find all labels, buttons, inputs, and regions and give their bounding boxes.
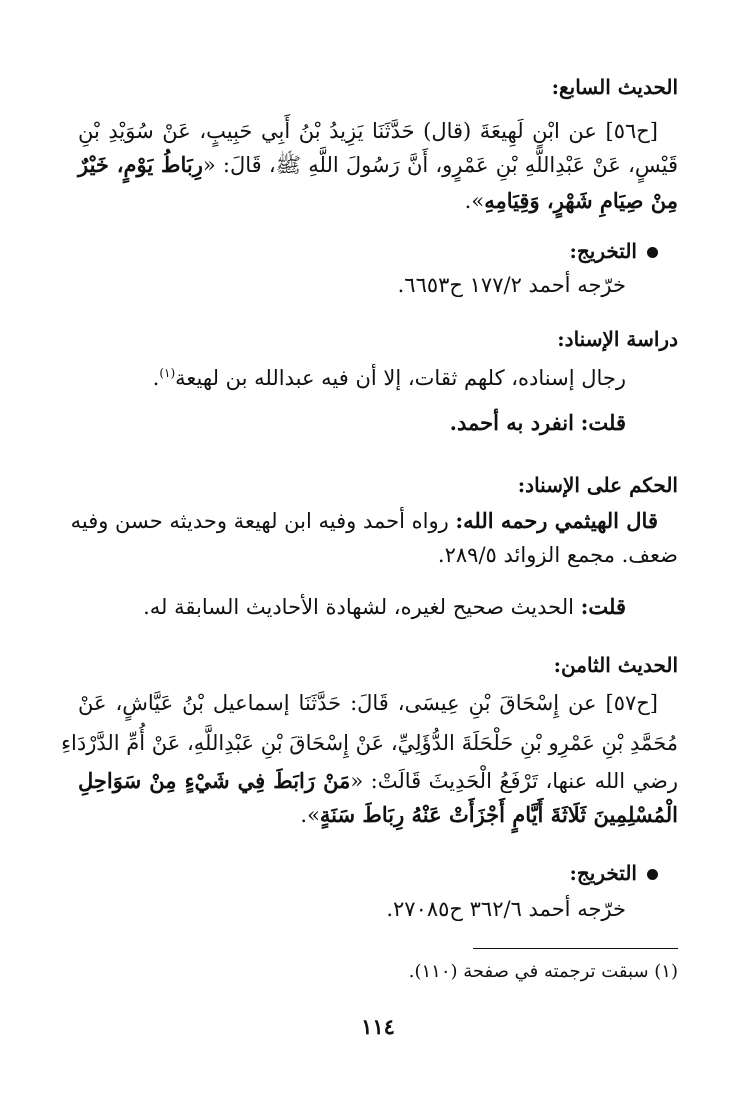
hadith-8-chain-text: رضي الله عنها، تَرْفَعُ الْحَدِيثَ قَالَتْ: « — [350, 769, 678, 793]
hadith-8-takhrij-heading — [570, 858, 659, 888]
haythami-label: قال الهيثمي رحمه الله: — [455, 508, 658, 533]
hadith-8-chain-line-1: [ح٥٧] عن إِسْحَاقَ بْنِ عِيسَى، قَالَ: حَدَّثَنَا إسماعيل بْنُ عَيَّاشٍ، عَنْ — [78, 691, 658, 715]
hadith-7-isnad-body: رجال إسناده، كلهم ثقات، إلا أن فيه عبدالله بن لهيعة — [175, 366, 626, 390]
hadith-7-takhrij-heading — [570, 236, 659, 266]
hadith-7-heading: الحديث السابع: — [551, 75, 678, 99]
document-page — [61, 0, 678, 1096]
footnote-number: (١) — [654, 961, 678, 982]
hadith-7-qultu — [450, 408, 626, 438]
hukm-qultu-label: قلت: — [580, 594, 626, 619]
hadith-7-chain-line-1: [ح٥٦] عن ابْنِ لَهِيعَةَ (قال) حَدَّثَنَا يَزِيدُ بْنُ أَبِي حَبِيبٍ، عَنْ سُوَيْدِ بْنِ — [78, 119, 658, 143]
footnote-text: سبقت ترجمته في صفحة (١١٠). — [408, 961, 649, 982]
hukm-qultu-text: الحديث صحيح لغيره، لشهادة الأحاديث السابقة له. — [143, 595, 574, 619]
hadith-8-heading: الحديث الثامن: — [553, 653, 678, 677]
hadith-8-quote-close: ». — [300, 803, 320, 827]
footnote-ref: (١) — [159, 366, 176, 380]
hukm-heading: الحكم على الإسناد: — [517, 473, 678, 497]
footnote — [409, 958, 678, 986]
haythami-text: رواه أحمد وفيه ابن لهيعة وحديثه حسن وفيه — [70, 509, 449, 533]
hadith-8-matn-end: الْمُسْلِمِينَ ثَلَاثَةَ أَيَّامٍ أَجْزَأَتْ عَنْهُ رِبَاطَ سَنَةٍ — [319, 802, 678, 827]
hadith-7-takhrij-label: التخريج: — [569, 239, 637, 263]
page-number: ١١٤ — [361, 1014, 395, 1039]
hadith-8-chain-line-3 — [78, 766, 678, 796]
hadith-7-matn-end: مِنْ صِيَامِ شَهْرٍ، وَقِيَامِهِ — [484, 188, 678, 213]
hadith-8-chain-line-2: مُحَمَّدِ بْنِ عَمْرِو بْنِ حَلْحَلَةَ الدُّؤَلِيِّ، عَنْ إِسْحَاقَ بْنِ عَبْدِاللَّهِ، عَنْ أُمِّ الدَّرْدَاءِ — [61, 731, 678, 755]
hadith-8-matn-line-4 — [300, 800, 678, 830]
hadith-7-chain-text: قَيْسٍ، عَنْ عَبْدِاللَّهِ بْنِ عَمْرٍو، أَنَّ رَسُولَ اللَّهِ ﷺ، قَالَ: « — [202, 153, 678, 177]
hadith-8-takhrij-text: خرّجه أحمد ٣٦٢/٦ ح٢٧٠٨٥. — [386, 897, 626, 921]
bullet-icon — [647, 247, 658, 258]
hadith-7-isnad-text — [153, 358, 626, 393]
hukm-haythami-line-2: ضعف. مجمع الزوائد ٢٨٩/٥. — [437, 543, 678, 567]
hadith-7-chain-line-2 — [78, 150, 678, 180]
hadith-8-matn-start: مَنْ رَابَطَ فِي شَيْءٍ مِنْ سَوَاحِلِ — [78, 768, 351, 793]
bullet-icon — [647, 869, 658, 880]
hadith-7-qultu-label: قلت: — [580, 410, 626, 435]
hadith-7-matn-start: رِبَاطُ يَوْمٍ، خَيْرٌ — [78, 152, 203, 177]
hadith-8-takhrij-label: التخريج: — [569, 861, 637, 885]
hadith-7-qultu-text: انفرد به أحمد. — [449, 410, 574, 435]
hadith-7-isnad-heading: دراسة الإسناد: — [557, 327, 678, 351]
hukm-haythami-line-1 — [70, 506, 658, 536]
hadith-7-quote-close: ». — [464, 189, 485, 213]
hadith-7-takhrij-text: خرّجه أحمد ١٧٧/٢ ح٦٦٥٣. — [397, 273, 626, 297]
hadith-7-isnad-period: . — [152, 366, 160, 390]
hukm-qultu — [143, 592, 626, 622]
hadith-7-matn-line-3 — [465, 186, 678, 216]
footnote-divider — [473, 948, 678, 949]
